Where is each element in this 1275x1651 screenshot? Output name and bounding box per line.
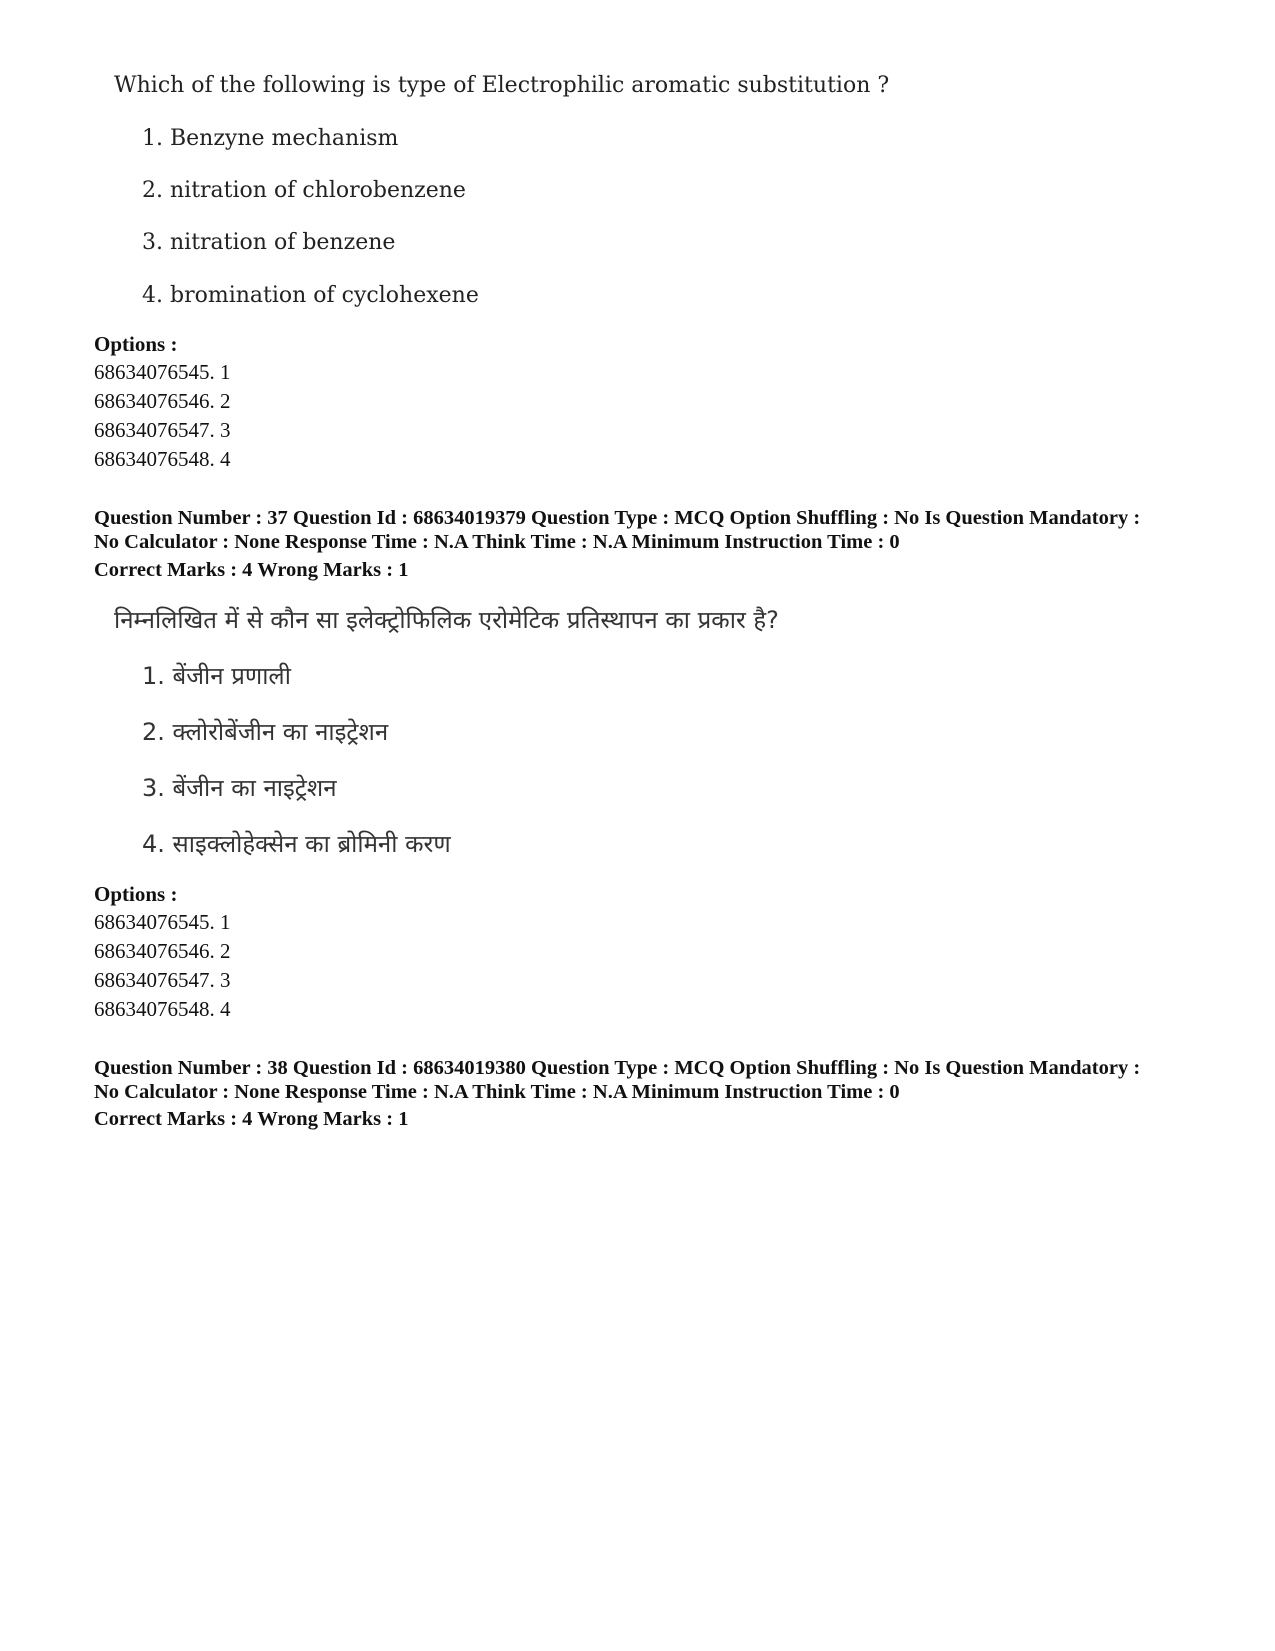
option-line: 68634076545. 1 xyxy=(94,360,231,384)
options-section xyxy=(94,330,1214,474)
marks-text: Correct Marks : 4 Wrong Marks : 1 xyxy=(94,559,409,581)
marks-line xyxy=(94,1107,1214,1131)
choice-list xyxy=(94,125,1214,153)
option-line: 68634076546. 2 xyxy=(94,389,231,413)
choice-item: 2. क्लोरोबेंजीन का नाइट्रेशन xyxy=(142,718,389,746)
choice-item: 3. nitration of benzene xyxy=(142,230,396,255)
options-label: Options : xyxy=(94,332,178,356)
question-stem: निम्नलिखित में से कौन सा इलेक्ट्रोफिलिक एरोमेटिक प्रतिस्थापन का प्रकार है? xyxy=(114,606,779,634)
choice-list xyxy=(94,830,1214,858)
choice-list xyxy=(94,774,1214,802)
question-meta xyxy=(94,1056,1214,1104)
options-section xyxy=(94,880,1214,1024)
choice-list xyxy=(94,282,1214,310)
choice-item: 1. Benzyne mechanism xyxy=(142,126,399,151)
choice-item: 4. bromination of cyclohexene xyxy=(142,283,479,308)
choice-item: 4. साइक्लोहेक्सेन का ब्रोमिनी करण xyxy=(142,830,451,858)
question-text xyxy=(94,72,1214,100)
option-line: 68634076547. 3 xyxy=(94,968,231,992)
marks-text: Correct Marks : 4 Wrong Marks : 1 xyxy=(94,1108,409,1130)
question-meta xyxy=(94,506,1214,554)
question-text xyxy=(94,606,1214,634)
choice-list xyxy=(94,662,1214,690)
question-stem: Which of the following is type of Electrophilic aromatic substitution ? xyxy=(114,73,890,98)
choice-list xyxy=(94,718,1214,746)
marks-line xyxy=(94,558,1214,582)
option-line: 68634076545. 1 xyxy=(94,910,231,934)
option-line: 68634076548. 4 xyxy=(94,997,231,1021)
choice-item: 2. nitration of chlorobenzene xyxy=(142,178,466,203)
choice-item: 3. बेंजीन का नाइट्रेशन xyxy=(142,774,337,802)
options-label: Options : xyxy=(94,882,178,906)
meta-line: No Calculator : None Response Time : N.A Think Time : N.A Minimum Instruction Time : 0 xyxy=(94,1081,900,1103)
meta-line: No Calculator : None Response Time : N.A Think Time : N.A Minimum Instruction Time : 0 xyxy=(94,531,900,553)
choice-item: 1. बेंजीन प्रणाली xyxy=(142,662,291,690)
choice-list xyxy=(94,229,1214,257)
meta-line: Question Number : 37 Question Id : 68634019379 Question Type : MCQ Option Shuffling : No Is Question Mandatory : xyxy=(94,507,1141,529)
option-line: 68634076548. 4 xyxy=(94,447,231,471)
option-line: 68634076547. 3 xyxy=(94,418,231,442)
meta-line: Question Number : 38 Question Id : 68634019380 Question Type : MCQ Option Shuffling : No Is Question Mandatory : xyxy=(94,1057,1141,1079)
option-line: 68634076546. 2 xyxy=(94,939,231,963)
choice-list xyxy=(94,177,1214,205)
